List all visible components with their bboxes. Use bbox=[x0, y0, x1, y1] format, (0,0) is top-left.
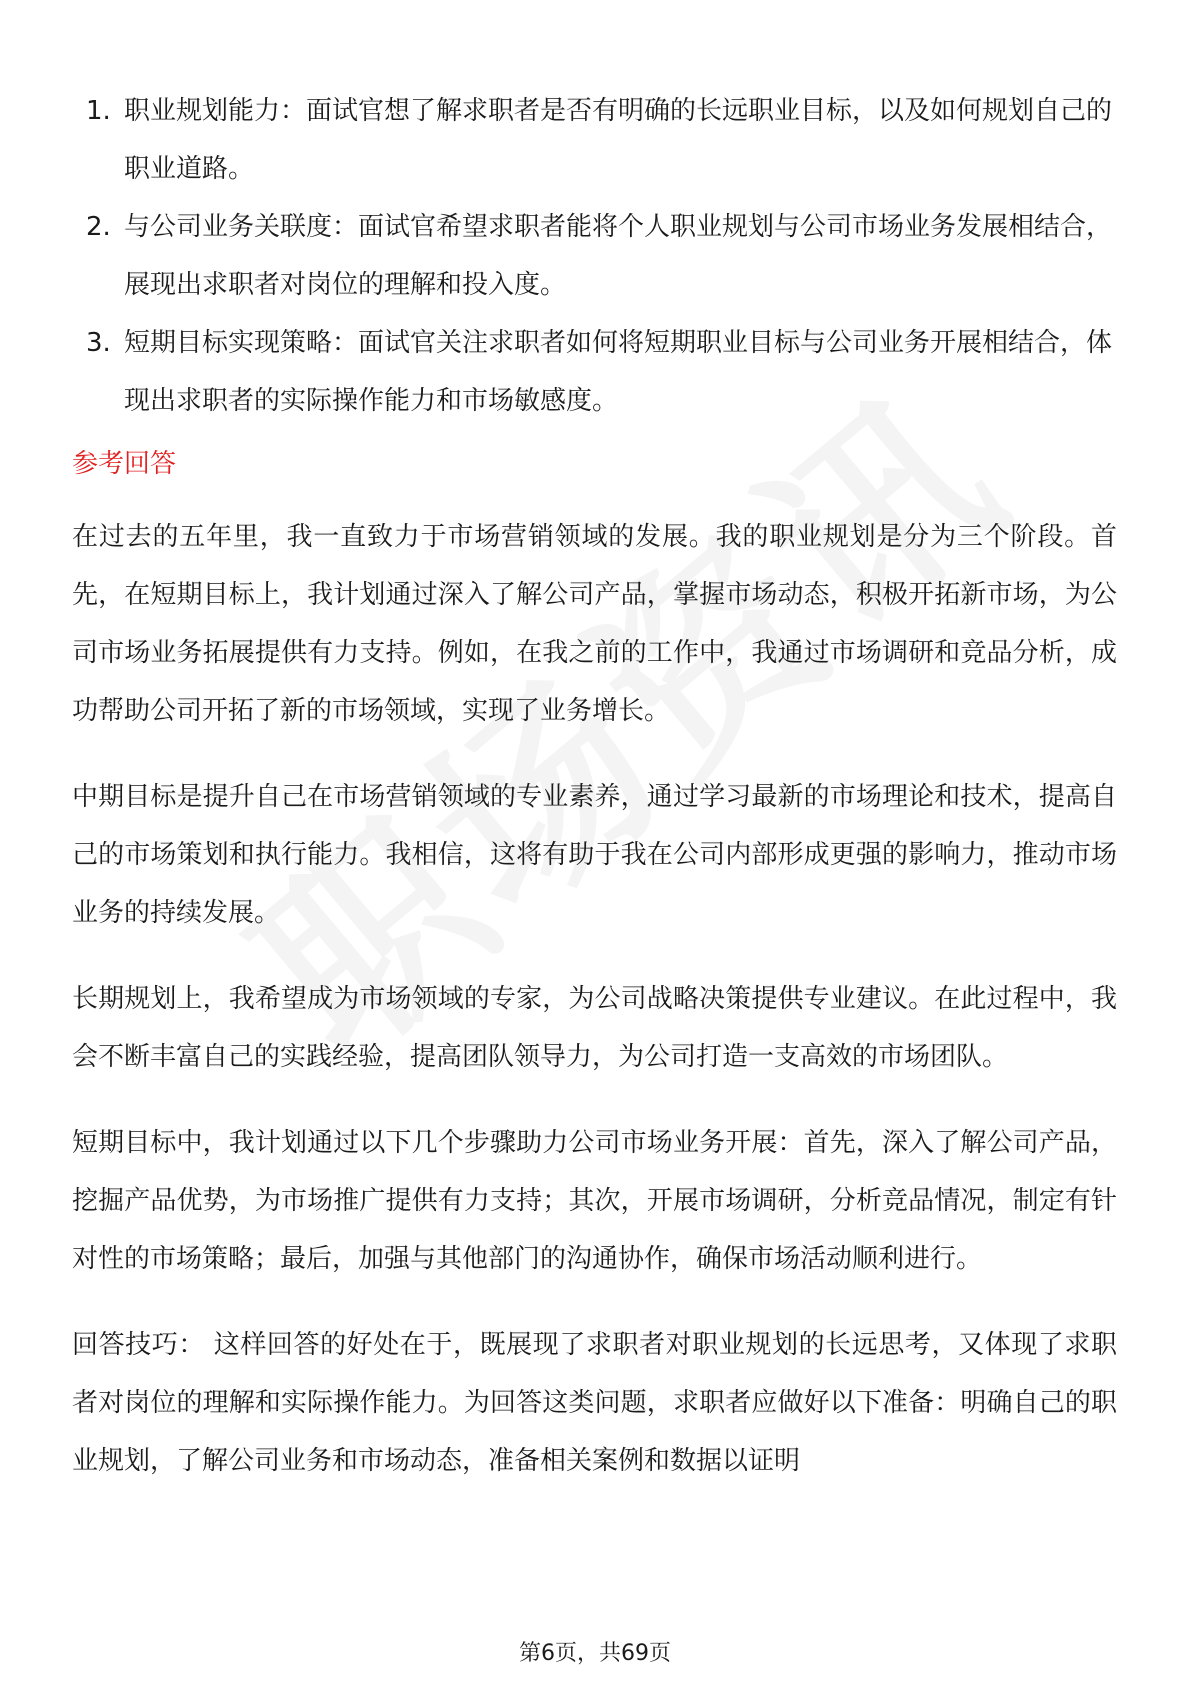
list-item bbox=[72, 314, 1117, 430]
list-item-number: 2. bbox=[86, 212, 111, 242]
answer-paragraph: 在过去的五年里，我一直致力于市场营销领域的发展。我的职业规划是分为三个阶段。首先，在短期目标上，我计划通过深入了解公司产品，掌握市场动态，积极开拓新市场，为公司市场业务拓展提供有力支持。例如，在我之前的工作中，我通过市场调研和竞品分析，成功帮助公司开拓了新的市场领域，实现了业务增长。 bbox=[72, 522, 1117, 726]
list-item-text: 与公司业务关联度：面试官希望求职者能将个人职业规划与公司市场业务发展相结合，展现出求职者对岗位的理解和投入度。 bbox=[124, 212, 1113, 300]
list-item-number: 3. bbox=[86, 328, 111, 358]
tips-paragraph: 回答技巧： 这样回答的好处在于，既展现了求职者对职业规划的长远思考，又体现了求职者对岗位的理解和实际操作能力。为回答这类问题，求职者应做好以下准备：明确自己的职业规划，了解公司业务和市场动态，准备相关案例和数据以证明 bbox=[72, 1330, 1117, 1476]
answer-paragraph: 短期目标中，我计划通过以下几个步骤助力公司市场业务开展：首先，深入了解公司产品，挖掘产品优势，为市场推广提供有力支持；其次，开展市场调研，分析竞品情况，制定有针对性的市场策略；最后，加强与其他部门的沟通协作，确保市场活动顺利进行。 bbox=[72, 1128, 1117, 1274]
list-item-text: 短期目标实现策略：面试官关注求职者如何将短期职业目标与公司业务开展相结合，体现出求职者的实际操作能力和市场敏感度。 bbox=[124, 328, 1113, 416]
list-item bbox=[72, 82, 1117, 198]
section-title: 参考回答 bbox=[72, 449, 177, 479]
answer-paragraph: 中期目标是提升自己在市场营销领域的专业素养，通过学习最新的市场理论和技术，提高自己的市场策划和执行能力。我相信，这将有助于我在公司内部形成更强的影响力，推动市场业务的持续发展。 bbox=[72, 782, 1117, 928]
list-item-number: 1. bbox=[86, 96, 111, 126]
criteria-list bbox=[72, 82, 1117, 430]
list-item bbox=[72, 198, 1117, 314]
page-content bbox=[72, 82, 1117, 1518]
page-footer: 第6页，共69页 bbox=[519, 1641, 671, 1666]
answer-paragraph: 长期规划上，我希望成为市场领域的专家，为公司战略决策提供专业建议。在此过程中，我会不断丰富自己的实践经验，提高团队领导力，为公司打造一支高效的市场团队。 bbox=[72, 984, 1117, 1072]
list-item-text: 职业规划能力：面试官想了解求职者是否有明确的长远职业目标，以及如何规划自己的职业道路。 bbox=[124, 96, 1113, 184]
